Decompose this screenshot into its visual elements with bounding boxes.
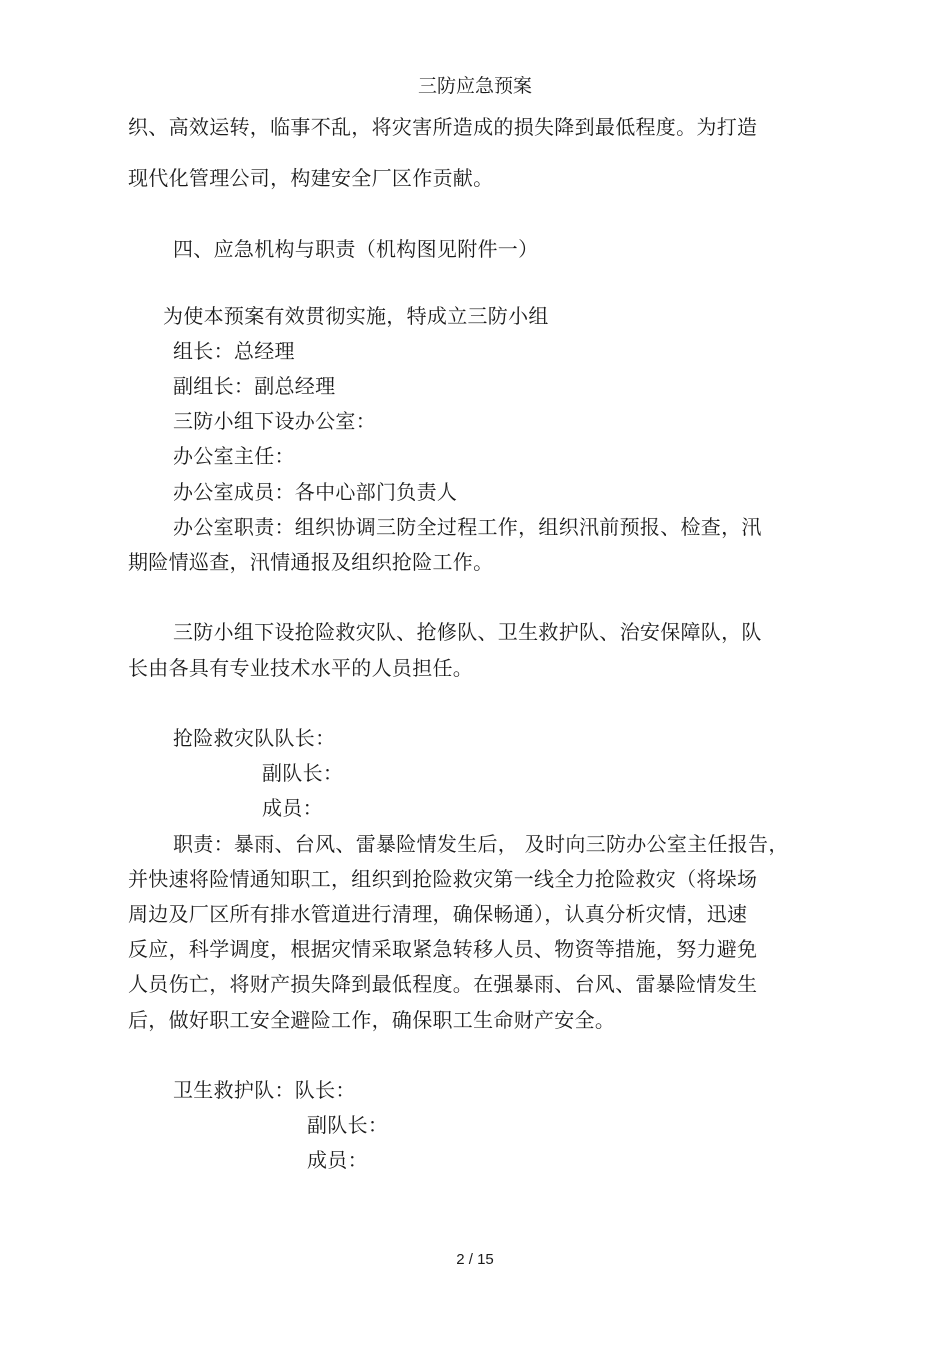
paragraph-line: 三防小组下设抢险救灾队、抢修队、卫生救护队、治安保障队，队 — [173, 620, 762, 644]
paragraph-line: 周边及厂区所有排水管道进行清理，确保畅通），认真分析灾情，迅速 — [128, 902, 748, 926]
paragraph-line: 副组长：副总经理 — [173, 374, 336, 398]
page-number: 2 / 15 — [456, 1251, 494, 1268]
section-heading: 四、应急机构与职责（机构图见附件一） — [173, 237, 539, 261]
paragraph-line: 人员伤亡，将财产损失降到最低程度。在强暴雨、台风、雷暴险情发生 — [128, 972, 758, 996]
paragraph-line: 并快速将险情通知职工，组织到抢险救灾第一线全力抢险救灾（将垛场 — [128, 867, 758, 891]
paragraph-line: 成员： — [262, 796, 323, 820]
paragraph-line: 期险情巡查，汛情通报及组织抢险工作。 — [128, 550, 494, 574]
paragraph-line: 织、高效运转，临事不乱，将灾害所造成的损失降到最低程度。为打造 — [128, 115, 758, 139]
paragraph-line: 卫生救护队：队长： — [173, 1078, 356, 1102]
paragraph-line: 办公室主任： — [173, 444, 295, 468]
paragraph-line: 组长：总经理 — [173, 339, 295, 363]
paragraph-line: 办公室成员：各中心部门负责人 — [173, 480, 458, 504]
paragraph-line: 办公室职责：组织协调三防全过程工作，组织汛前预报、检查，汛 — [173, 515, 762, 539]
paragraph-line: 职责：暴雨、台风、雷暴险情发生后， 及时向三防办公室主任报告， — [173, 832, 789, 856]
paragraph-line: 抢险救灾队队长： — [173, 726, 336, 750]
paragraph-line: 长由各具有专业技术水平的人员担任。 — [128, 656, 474, 680]
paragraph-line: 后，做好职工安全避险工作，确保职工生命财产安全。 — [128, 1008, 616, 1032]
paragraph-line: 为使本预案有效贯彻实施，特成立三防小组 — [163, 304, 549, 328]
paragraph-line: 副队长： — [262, 761, 344, 785]
paragraph-line: 成员： — [307, 1148, 368, 1172]
paragraph-line: 反应，科学调度，根据灾情采取紧急转移人员、物资等措施，努力避免 — [128, 937, 758, 961]
paragraph-line: 副队长： — [307, 1113, 389, 1137]
paragraph-line: 三防小组下设办公室： — [173, 409, 376, 433]
paragraph-line: 现代化管理公司，构建安全厂区作贡献。 — [128, 166, 494, 190]
page-header-title: 三防应急预案 — [417, 75, 532, 97]
